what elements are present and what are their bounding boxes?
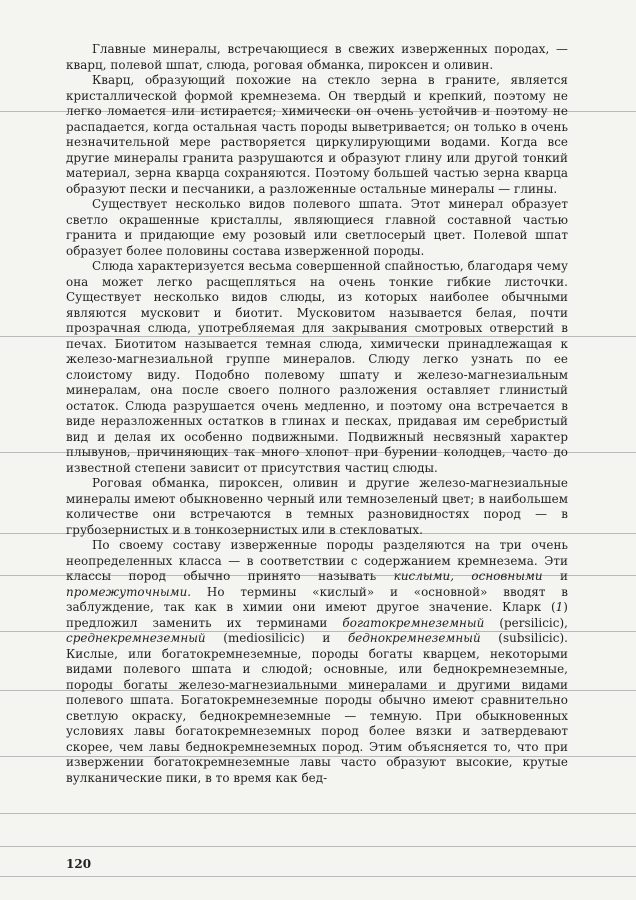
term-subsilicic: беднокремнеземный [347, 631, 481, 645]
term-intermediate: промежуточными. [66, 584, 192, 599]
term-persilicic: богатокремнеземный [342, 615, 485, 630]
term-mediosilicic: среднекремнеземный [66, 631, 206, 645]
paragraph-main-minerals: Главные минералы, встречающиеся в свежих изверженных породах, — кварц, полевой шпат, слюда, роговая обманка, пироксен и оливин. [66, 42, 568, 72]
term-acid-basic: кислыми, основными [393, 569, 543, 583]
paragraph-rock-classes: По своему составу изверженные породы разделяются на три очень неопределенных класса — в соответствии с содержанием кремнезема. Эти классы пород обычно принято называть кислыми, основными и промежуточными. Но термины «кислый» и «основной» вводят в заблуждение, так как в химии они имеют другое значение. Кларк (1) предложил заменить их терминами богатокремнеземный (persilicic), среднекремнеземный (mediosilicic) и беднокремнеземный (subsilicic). Кислые, или богатокремнеземные, породы богаты кварцем, некоторыми видами полевого шпата и слюдой; основные, или беднокремнеземные, породы богаты железо-магнезиальными минералами и другими видами полевого шпата. Богатокремнеземные породы обычно имеют сравнительно светлую окраску, беднокремнеземные — темную. При обыкновенных условиях лавы богатокремнеземных пород более вязки и затвердевают скорее, чем лавы беднокремнеземных пород. Этим объясняется то, что при извержении богатокремнеземные лавы часто образуют высокие, крутые вулканические пики, в то время как бед- [66, 538, 568, 785]
scan-rule-line [0, 813, 636, 814]
paragraph-hornblende: Роговая обманка, пироксен, оливин и другие железо-магнезиальные минералы имеют обыкновенно черный или темнозеленый цвет; в наибольшем количестве они встречаются в темных разновидностях пород — в грубозернистых и в тонкозернистых или в стекловатых. [66, 476, 568, 537]
reference-number: 1 [555, 600, 564, 614]
scan-rule-line [0, 846, 636, 847]
body-text [66, 42, 568, 786]
paragraph-quartz: Кварц, образующий похожие на стекло зерна в граните, является кристаллической формой кремнезема. Он твердый и крепкий, поэтому не легко ломается или истирается; химически он очень устойчив и поэтому не распадается, когда остальная часть породы выветривается; он только в очень незначительной мере растворяется циркулирующими водами. Когда все другие минералы гранита разрушаются и образуют глину или другой тонкий материал, зерна кварца сохраняются. Поэтому большей частью зерна кварца образуют пески и песчаники, а разложенные остальные минералы — глины. [66, 73, 568, 196]
paragraph-mica: Слюда характеризуется весьма совершенной спайностью, благодаря чему она может легко расщепляться на очень тонкие гибкие листочки. Существует несколько видов слюды, из которых наиболее обычными являются мусковит и биотит. Мусковитом называется белая, почти прозрачная слюда, употребляемая для закрывания смотровых отверстий в печах. Биотитом называется темная слюда, химически принадлежащая к железо-магнезиальной группе минералов. Слюду легко узнать по ее слоистому виду. Подобно полевому шпату и железо-магнезиальным минералам, она после своего полного разложения оставляет глинистый остаток. Слюда разрушается очень медленно, и поэтому она встречается в виде неразложенных остатков в глинах и песках, придавая им серебристый вид и делая их особенно подвижными. Подвижный несвязный характер плывунов, причиняющих так много хлопот при бурении колодцев, часто до известной степени зависит от присутствия частиц слюды. [66, 259, 568, 475]
page-number: 120 [66, 857, 92, 871]
scan-rule-line [0, 876, 636, 877]
paragraph-feldspar: Существует несколько видов полевого шпата. Этот минерал образует светло окрашенные кристаллы, являющиеся главной составной частью гранита и придающие ему розовый или светлосерый цвет. Полевой шпат образует более половины состава изверженной породы. [66, 197, 568, 258]
